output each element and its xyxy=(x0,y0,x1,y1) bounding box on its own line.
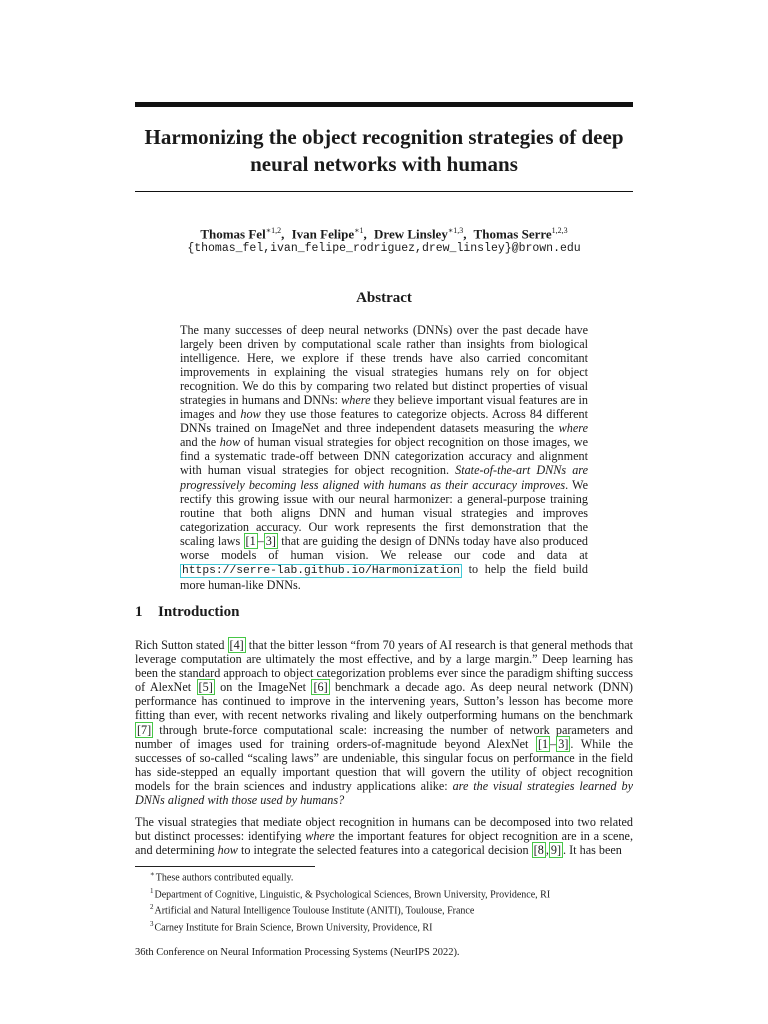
footnote-rule xyxy=(135,866,315,867)
section-title: Introduction xyxy=(158,604,240,620)
title-bottom-rule xyxy=(135,191,633,192)
footnotes xyxy=(150,868,630,934)
footnote: $^3$Carney Institute for Brain Science, Brown University, Providence, RI xyxy=(150,919,433,933)
footnote: $^1$Department of Cognitive, Linguistic, & Psychological Sciences, Brown University, Providence, RI xyxy=(150,886,551,900)
author-name: Ivan Felipe xyxy=(291,226,355,242)
abstract-body xyxy=(180,323,588,592)
paper-title-line-1: Harmonizing the object recognition strategies of deep xyxy=(144,125,624,149)
citation-link[interactable]: 9] xyxy=(550,843,562,858)
conference-venue: 36th Conference on Neural Information Processing Systems (NeurIPS 2022). xyxy=(135,947,460,958)
author-name: Thomas Fel xyxy=(200,226,266,242)
citation-link[interactable]: [6] xyxy=(313,680,328,695)
citation-link[interactable]: [8 xyxy=(533,843,544,858)
abstract-paragraph: The many successes of deep neural networks (DNNs) over the past decade have largely been driven by computational scale rather than insights from biological intelligence. Here, we explore if these trends have also carried concomitant improvements in explaining the visual strategies humans rely on for object recognition. We do this by comparing two related but distinct properties of visual strategies in humans and DNNs: where they believe important visual features are in images and how they use those features to categorize objects. Across 84 different DNNs trained on ImageNet and three independent datasets measuring the where and the how of human visual strategies for object recognition on those images, we find a systematic trade-off between DNN categorization accuracy and alignment with human visual strategies for object recognition. State-of-the-art DNNs are progressively becoming less aligned with humans as their accuracy improves. We rectify this growing issue with our neural harmonizer: a general-purpose training routine that both aligns DNN and human visual strategies and improves categorization accuracy. Our work represents the first demonstration that the scaling laws [1 – 3] that are guiding the design of DNNs today have also produced worse models of human vision. We release our code and data at https://serre-lab.github.io/Harmonization to help the field build more human-like DNNs. xyxy=(180,323,589,592)
paper-title-line-2: neural networks with humans xyxy=(250,152,518,176)
citation-link[interactable]: [7] xyxy=(137,722,152,737)
citation-link[interactable]: [1 xyxy=(538,736,549,751)
citation-link[interactable]: 3] xyxy=(265,533,276,548)
footnote: $^2$Artificial and Natural Intelligence Toulouse Institute (ANITI), Toulouse, France xyxy=(150,903,475,917)
section-heading-introduction xyxy=(135,604,239,621)
section-number: 1 xyxy=(135,604,143,620)
code-url-link[interactable]: https://serre-lab.github.io/Harmonization xyxy=(182,564,460,577)
author-emails: {thomas_fel,ivan_felipe_rodriguez,drew_linsley}@brown.edu xyxy=(187,242,581,255)
footnote: ∗These authors contributed equally. xyxy=(150,870,294,884)
introduction-paragraph-2: The visual strategies that mediate object recognition in humans can be decomposed into two related but distinct processes: identifying where the important features for object recognition are in a scene, and determining how to integrate the selected features into a categorical decision [8 , 9] . It has been xyxy=(135,815,634,858)
citation-link[interactable]: [5] xyxy=(198,680,213,695)
abstract-heading: Abstract xyxy=(356,290,412,306)
author-name: Thomas Serre xyxy=(473,226,552,242)
paper-title xyxy=(135,124,633,178)
title-top-rule xyxy=(135,102,633,107)
author-affiliation-marks: ∗1,2 xyxy=(265,226,282,235)
citation-link[interactable]: [4] xyxy=(229,638,244,652)
author-separator: , xyxy=(363,226,367,242)
citation-link[interactable]: 3] xyxy=(558,736,569,751)
author-affiliation-marks: 1,2,3 xyxy=(551,226,568,235)
author-affiliation-marks: ∗1,3 xyxy=(447,226,464,235)
introduction-paragraph-1: Rich Sutton stated [4] that the bitter lesson “from 70 years of AI research is that general methods that leverage computation are ultimately the most effective, and by a large margin.” Deep learning has been the standard approach to object categorization problems ever since the paradigm shifting success of AlexNet [5] on the ImageNet [6] benchmark a decade ago. As deep neural network (DNN) performance has continued to improve in the intervening years, Sutton’s lesson has become more fitting than ever, with recent networks rivaling and likely outperforming humans on the benchmark [7] through brute-force computational scale: increasing the number of network parameters and number of images used for training orders-of-magnitude beyond AlexNet [1 – 3] . While the successes of so-called “scaling laws” are undeniable, this singular focus on performance in the field has side-stepped an equally important question that will govern the utility of object recognition models for the brain sciences and industry applications alike: are the visual strategies learned by DNNs aligned with those used by humans? xyxy=(135,638,634,808)
author-affiliation-marks: ∗1 xyxy=(354,226,364,235)
author-separator: , xyxy=(281,226,285,242)
author-name: Drew Linsley xyxy=(374,226,448,242)
citation-link[interactable]: [1 xyxy=(245,533,256,548)
author-separator: , xyxy=(463,226,467,242)
author-list xyxy=(135,226,633,242)
